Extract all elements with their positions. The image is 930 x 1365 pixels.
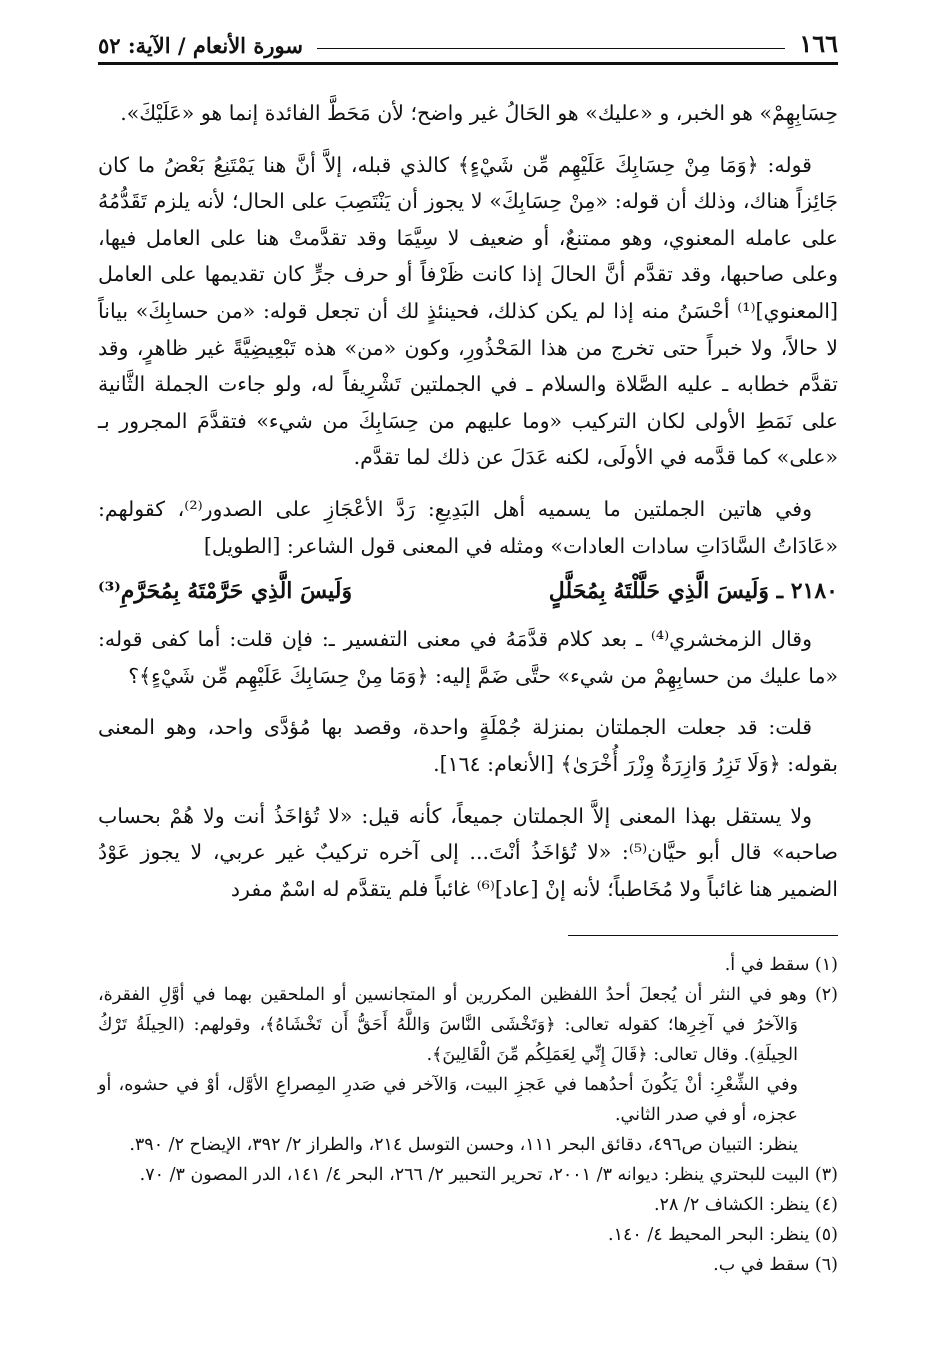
paragraph-6: ولا يستقل بهذا المعنى إلاَّ الجملتان جميعاً، كأنه قيل: «لا تُؤاخَذُ أنت ولا هُمْ بحساب صاحبه» قال أبو حيَّان⁽⁵⁾: «لا تُؤاخَذُ أنْتَ... إلى آخره تركيبٌ غير عربي، لا يجوز عَوْدُ الضمير هنا غائباً ولا مُخَاطباً؛ لأنه إنْ [عاد]⁽⁶⁾ غائباً فلم يتقدَّم له اسْمٌ مفرد: [98, 803, 838, 901]
footnote-5: (٥) ينظر: البحر المحيط ٤/ ١٤٠.: [608, 1225, 838, 1246]
footnote-3: (٣) البيت للبحتري ينظر: ديوانه ٣/ ٢٠٠١، تحرير التحبير ٢/ ٢٦٦، البحر ٤/ ١٤١، الدر المصون ٣/ ٧٠.: [139, 1165, 838, 1186]
verse-hemistich-1: وَلَيسَ الَّذِي حَلَّلْتَهُ بِمُحَلَّلٍ: [548, 578, 769, 605]
paragraph-1: حِسَابِهِمْ» هو الخبر، و «عليك» هو الحَالُ غير واضح؛ لأن مَحَطَّ الفائدة إنما هو «عَلَيْكَ».: [120, 101, 838, 125]
main-text: [98, 95, 838, 907]
page-number: ١٦٦: [799, 29, 838, 58]
footnote-2: (٢) وهو في النثر أن يُجعلَ أحدُ اللفظين المكررين أو المتجانسين أو الملحقين بهما في أوَّلِ الفقرة، وَالآخرُ في آخِرِها؛ كقوله تعالى: ﴿وَتَخْشَى النَّاسَ وَاللَّهُ أَحَقُّ أَن تَخْشَاهُ﴾، وقولهم: (الحِيلَةُ تَرْكُ الحِيلَةِ). وقال تعالى: ﴿قَالَ إِنِّي لِعَمَلِكُم مِّنَ الْقَالِينَ﴾.: [98, 985, 838, 1066]
verse-hemistich-2: وَلَيسَ الَّذِي حَرَّمْتَهُ بِمُحَرَّمِ⁽³⁾: [98, 578, 353, 605]
footnote-6: (٦) سقط في ب.: [713, 1255, 838, 1276]
verse-number: ٢١٨٠ ـ: [776, 578, 838, 605]
header-divider: [98, 62, 838, 65]
paragraph-3: وفي هاتين الجملتين ما يسميه أهل البَدِيعِ: رَدَّ الأعْجَازِ على الصدور⁽²⁾، كقولهم: «عَادَاتُ السَّادَاتِ سادات العادات» ومثله في المعنى قول الشاعر: [الطويل]: [98, 496, 838, 558]
paragraph-4: وقال الزمخشري⁽⁴⁾ ـ بعد كلام قدَّمَهُ في معنى التفسير ـ: فإن قلت: أما كفى قوله: «ما عليك من حسابِهِمْ من شيء» حتَّى ضَمَّ إليه: ﴿وَمَا مِنْ حِسَابِكَ عَلَيْهِم مِّن شَيْءٍ﴾؟: [98, 627, 838, 688]
footnote-1: (١) سقط في أ.: [724, 955, 838, 976]
footnote-2-poetry: وفي الشِّعْرِ: أنْ يَكُونَ أحدُهما في عَجزِ البيت، وَالآخر في صَدرِ المِصراعِ الأوَّل، أوْ في حشوه، أو عجزه، أو في صدر الثاني.: [98, 1075, 798, 1126]
footnote-4: (٤) ينظر: الكشاف ٢/ ٢٨.: [653, 1195, 838, 1216]
paragraph-2: قوله: ﴿وَمَا مِنْ حِسَابِكَ عَلَيْهِم مِّن شَيْءٍ﴾ كالذي قبله، إلاَّ أنَّ هنا يَمْتَنِعُ بَعْضُ ما كان جَائِزاً هناك، وذلك أن قوله: «مِنْ حِسَابِكَ» لا يجوز أن يَنْتَصِبَ على الحال؛ لأنه يلزم تَقَدُّمُهُ على عامله المعنوي، وهو ممتنعٌ، أو ضعيف لا سِيَّمَا وقد تقدَّمتْ هنا على العامل فيها، وعلى صاحبها، وقد تقدَّم أنَّ الحالَ إذا كانت ظَرْفاً أو حرف جرٍّ كان تقديمها على العامل [المعنوي]⁽¹⁾ أحْسَنُ منه إذا لم يكن كذلك، فحينئذٍ لك أن تجعل قوله: «من حسابِكَ» بياناً لا حالاً، ولا خبراً حتى تخرج من هذا المَحْذُورِ، وكون «من» هذه تَبْعِيضِيَّةً غير ظاهرٍ، وقد تقدَّم خطابه ـ عليه الصَّلاة والسلام ـ في الجملتين تَشْرِيفاً له، ولو جاءت الجملة الثَّانية على نَمَطِ الأولى لكان التركيب «وما عليهم من حِسَابِكَ من شيء» فتقدَّمَ المجرور بـ «على» كما قدَّمه في الأولَى، لكنه عَدَلَ عن ذلك لما تقدَّم.: [98, 152, 838, 470]
sura-verse-label: سورة الأنعام / الآية: ٥٢: [98, 33, 303, 58]
verse-first-hemistich: [549, 573, 838, 609]
paragraph-5: قلت: قد جعلت الجملتان بمنزلة جُمْلَةٍ واحدة، وقصد بها مُؤدَّى واحد، وهو المعنى بقوله: ﴿وَلَا تَزِرُ وَازِرَةٌ وِزْرَ أُخْرَىٰ﴾ [الأنعام: ١٦٤].: [98, 715, 838, 776]
footnote-divider: [568, 935, 838, 936]
footnotes: [98, 950, 838, 1280]
poetry-verse: [98, 573, 838, 609]
footnote-2-sources: ينظر: التبيان ص٤٩٦، دقائق البحر ١١١، وحسن التوسل ٢١٤، والطراز ٢/ ٣٩٢، الإيضاح ٢/ ٣٩٠.: [129, 1135, 798, 1156]
running-header: [98, 28, 838, 58]
book-page: [98, 28, 838, 1280]
header-rule-segment: [317, 48, 785, 49]
